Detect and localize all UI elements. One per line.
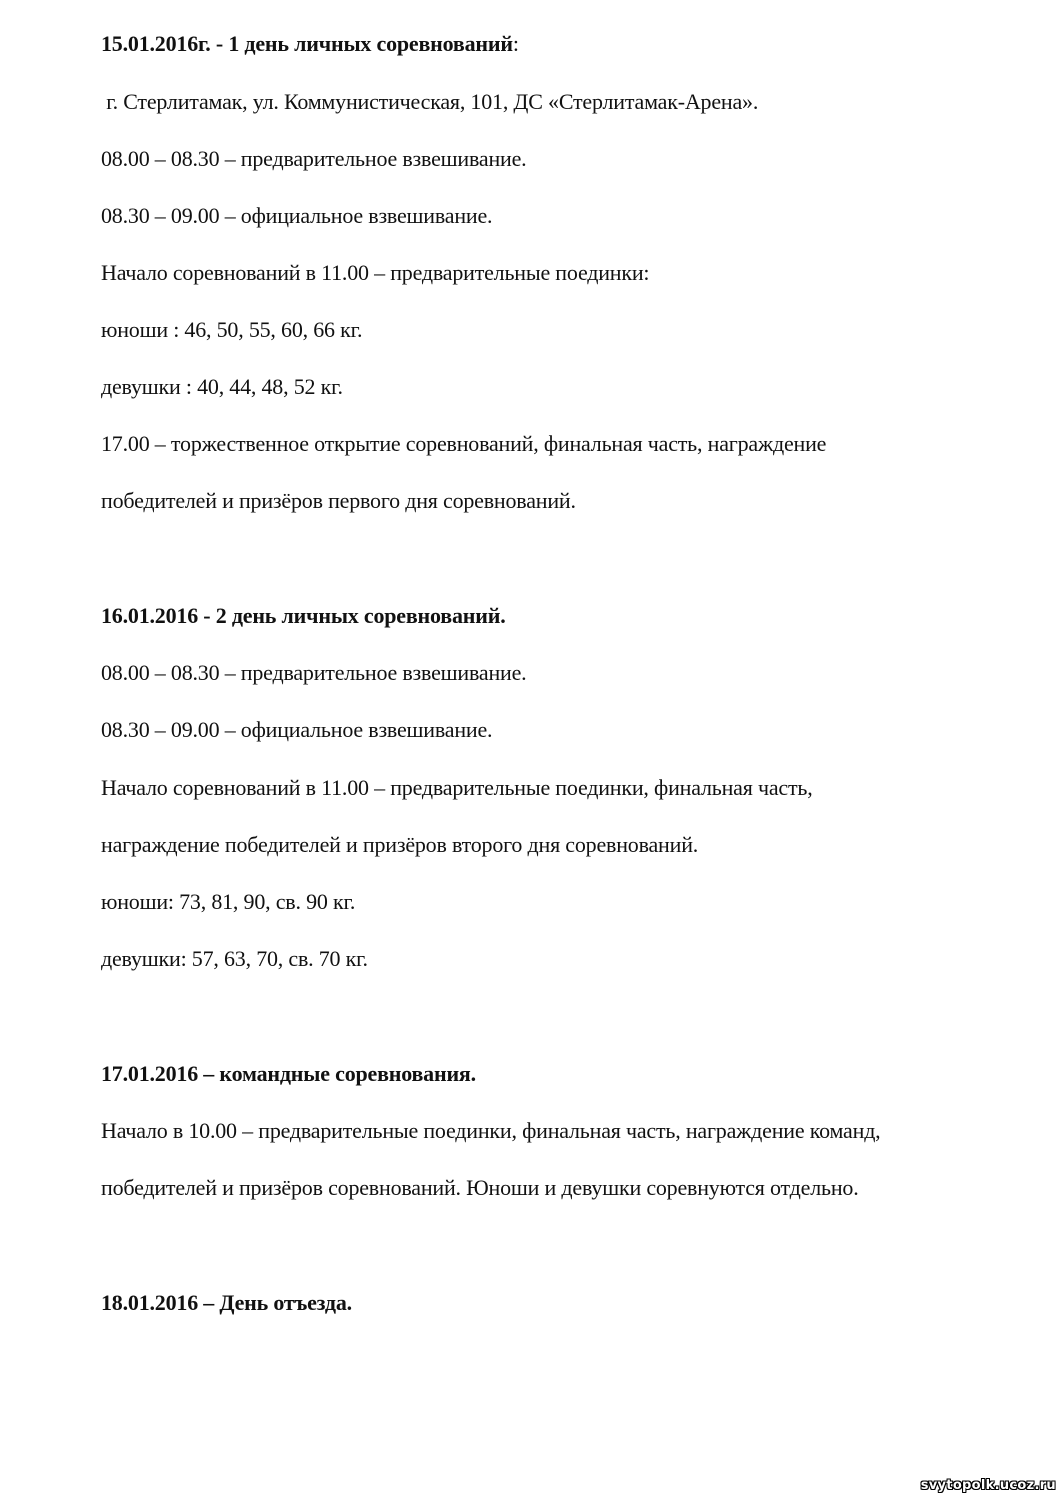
day2-heading: 16.01.2016 - 2 день личных соревнований. xyxy=(101,603,506,628)
day1-boys-weights: юноши : 46, 50, 55, 60, 66 кг. xyxy=(101,317,363,342)
site-watermark: svytopolk.ucoz.ru xyxy=(920,1478,1056,1493)
day1-heading-text: 15.01.2016г. - 1 день личных соревнований xyxy=(101,31,513,56)
day1-start: Начало соревнований в 11.00 – предварительные поединки: xyxy=(101,260,650,285)
day1-opening-ceremony: 17.00 – торжественное открытие соревнований, финальная часть, награждение xyxy=(101,431,827,456)
day2-boys-weights: юноши: 73, 81, 90, св. 90 кг. xyxy=(101,889,356,914)
day1-venue: г. Стерлитамак, ул. Коммунистическая, 101, ДС «Стерлитамак-Арена». xyxy=(101,89,759,114)
day2-girls-weights: девушки: 57, 63, 70, св. 70 кг. xyxy=(101,946,368,971)
day1-heading-colon: : xyxy=(512,31,519,56)
day1-heading xyxy=(101,31,519,57)
day3-heading: 17.01.2016 – командные соревнования. xyxy=(101,1061,476,1086)
day2-official-weighing: 08.30 – 09.00 – официальное взвешивание. xyxy=(101,717,493,742)
day4-heading: 18.01.2016 – День отъезда. xyxy=(101,1290,352,1315)
day1-awards: победителей и призёров первого дня соревнований. xyxy=(101,488,576,513)
day1-official-weighing: 08.30 – 09.00 – официальное взвешивание. xyxy=(101,203,493,228)
day2-awards: награждение победителей и призёров второго дня соревнований. xyxy=(101,832,699,857)
day3-start: Начало в 10.00 – предварительные поединки, финальная часть, награждение команд, xyxy=(101,1118,881,1143)
day2-preliminary-weighing: 08.00 – 08.30 – предварительное взвешивание. xyxy=(101,660,527,685)
day3-awards: победителей и призёров соревнований. Юноши и девушки соревнуются отдельно. xyxy=(101,1175,859,1200)
day2-start: Начало соревнований в 11.00 – предварительные поединки, финальная часть, xyxy=(101,775,813,800)
day1-preliminary-weighing: 08.00 – 08.30 – предварительное взвешивание. xyxy=(101,146,527,171)
day1-girls-weights: девушки : 40, 44, 48, 52 кг. xyxy=(101,374,343,399)
